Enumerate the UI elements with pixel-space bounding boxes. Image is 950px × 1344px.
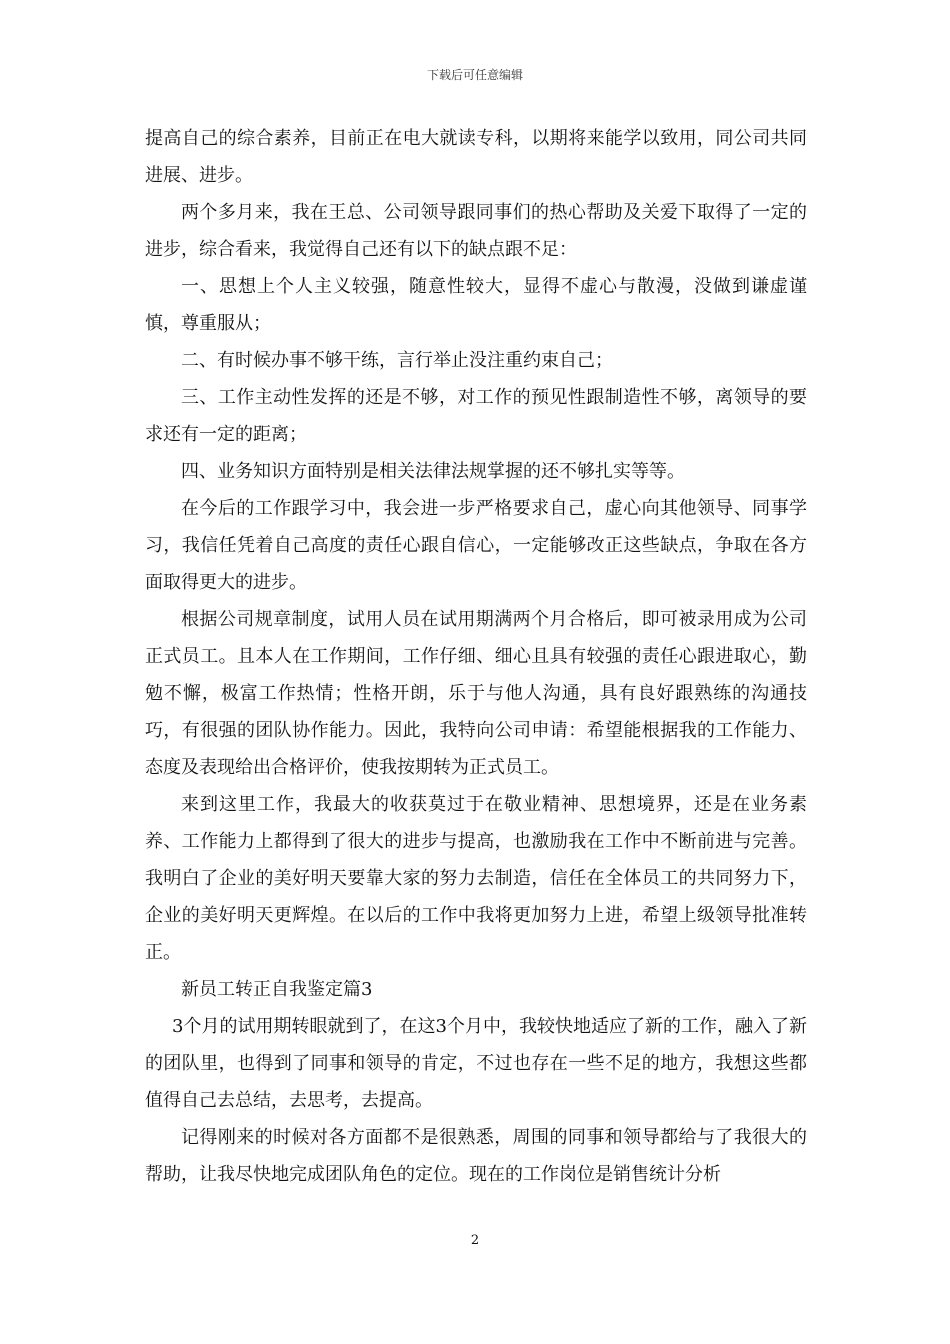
paragraph: 二、有时候办事不够干练，言行举止没注重约束自己； <box>181 350 613 371</box>
page-header: 下载后可任意编辑 <box>426 68 523 82</box>
paragraph: 3个月的试用期转眼就到了，在这3个月中，我较快地适应了新的工作，融入了新的团队里，也得到了同事和领导的肯定，不过也存在一些不足的地方，我想这些都值得自己去总结，去思考，去提高。 <box>145 1016 807 1111</box>
paragraph: 提高自己的综合素养，目前正在电大就读专科，以期将来能学以致用，同公司共同进展、进步。 <box>145 128 807 186</box>
paragraph: 两个多月来，我在王总、公司领导跟同事们的热心帮助及关爱下取得了一定的进步，综合看来，我觉得自己还有以下的缺点跟不足： <box>145 202 807 260</box>
section-heading: 新员工转正自我鉴定篇3 <box>181 979 373 1000</box>
paragraph: 来到这里工作，我最大的收获莫过于在敬业精神、思想境界，还是在业务素养、工作能力上都得到了很大的进步与提高，也激励我在工作中不断前进与完善。我明白了企业的美好明天要靠大家的努力去制造，信任在全体员工的共同努力下，企业的美好明天更辉煌。在以后的工作中我将更加努力上进，希望上级领导批准转正。 <box>145 794 807 963</box>
paragraph: 在今后的工作跟学习中，我会进一步严格要求自己，虚心向其他领导、同事学习，我信任凭着自己高度的责任心跟自信心，一定能够改正这些缺点，争取在各方面取得更大的进步。 <box>145 498 807 593</box>
paragraph: 一、思想上个人主义较强，随意性较大，显得不虚心与散漫，没做到谦虚谨慎，尊重服从； <box>145 276 807 334</box>
paragraph: 根据公司规章制度，试用人员在试用期满两个月合格后，即可被录用成为公司正式员工。且本人在工作期间，工作仔细、细心且具有较强的责任心跟进取心，勤勉不懈，极富工作热情；性格开朗，乐于与他人沟通，具有良好跟熟练的沟通技巧，有很强的团队协作能力。因此，我特向公司申请：希望能根据我的工作能力、态度及表现给出合格评价，使我按期转为正式员工。 <box>145 609 807 778</box>
paragraph: 记得刚来的时候对各方面都不是很熟悉，周围的同事和领导都给与了我很大的帮助，让我尽快地完成团队角色的定位。现在的工作岗位是销售统计分析 <box>145 1127 807 1185</box>
document-body <box>145 120 807 1193</box>
paragraph: 四、业务知识方面特别是相关法律法规掌握的还不够扎实等等。 <box>181 461 685 482</box>
page-number: 2 <box>470 1233 480 1248</box>
paragraph: 三、工作主动性发挥的还是不够，对工作的预见性跟制造性不够，离领导的要求还有一定的距离； <box>145 387 807 445</box>
